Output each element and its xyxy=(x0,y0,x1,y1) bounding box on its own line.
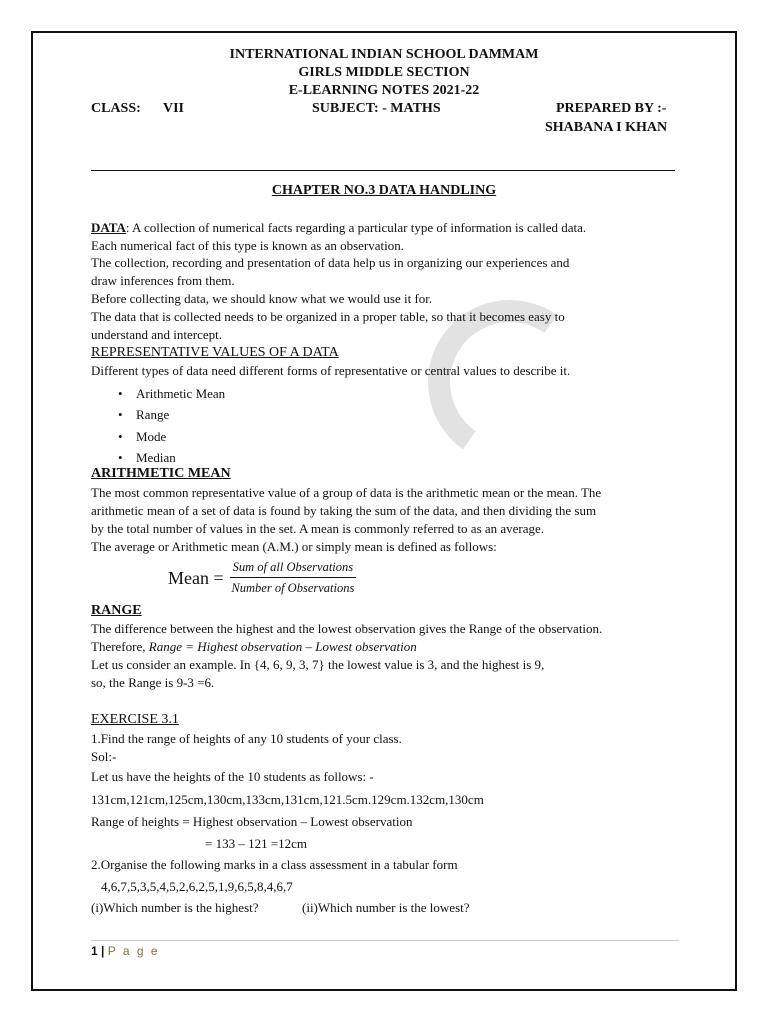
list-item: • Range xyxy=(118,404,225,425)
range-formula-line xyxy=(91,638,417,656)
exercise-line: = 133 – 121 =12cm xyxy=(205,836,308,851)
mean-line: by the total number of values in the set. A mean is commonly referred to as an average. xyxy=(91,521,545,536)
list-item: • Mode xyxy=(118,426,225,447)
mean-line: The average or Arithmetic mean (A.M.) or simply mean is defined as follows: xyxy=(91,539,497,554)
list-item: • Median xyxy=(118,447,225,468)
data-line: The collection, recording and presentation of data help us in organizing our experiences and xyxy=(91,255,570,270)
exercise-heading: EXERCISE 3.1 xyxy=(91,712,179,727)
solution-label: Sol:- xyxy=(91,749,117,764)
exercise-question: 1.Find the range of heights of any 10 students of your class. xyxy=(91,731,402,746)
page-footer xyxy=(91,944,160,958)
data-line: : A collection of numerical facts regarding a particular type of information is called data. xyxy=(125,220,587,235)
representative-heading: REPRESENTATIVE VALUES OF A DATA xyxy=(91,345,339,360)
range-formula: Range = Highest observation – Lowest observation xyxy=(148,639,417,654)
exercise-line: 131cm,121cm,125cm,130cm,133cm,131cm,121.5cm.129cm.132cm,130cm xyxy=(91,792,484,807)
page-word: P a g e xyxy=(107,944,160,958)
mean-heading: ARITHMETIC MEAN xyxy=(91,466,231,481)
data-line: Before collecting data, we should know what we would use it for. xyxy=(91,291,433,306)
range-line: so, the Range is 9-3 =6. xyxy=(91,675,215,690)
data-line: The data that is collected needs to be organized in a proper table, so that it becomes easy to xyxy=(91,309,565,324)
exercise-line: Range of heights = Highest observation – Lowest observation xyxy=(91,814,413,829)
page-number: 1 xyxy=(91,944,98,958)
formula-numerator: Sum of all Observations xyxy=(230,560,356,578)
range-heading: RANGE xyxy=(91,603,142,618)
range-prefix: Therefore, xyxy=(91,639,149,654)
representative-list xyxy=(118,383,225,468)
class-label: CLASS: xyxy=(91,101,141,116)
mean-line: arithmetic mean of a set of data is found by taking the sum of the data, and then dividing the sum xyxy=(91,503,597,518)
representative-intro: Different types of data need different forms of representative or central values to describe it. xyxy=(91,363,571,378)
footer-divider xyxy=(91,940,679,941)
data-line: Each numerical fact of this type is known as an observation. xyxy=(91,237,404,253)
formula-lhs: Mean = xyxy=(168,567,224,588)
mean-formula xyxy=(168,560,356,596)
exercise-question: 2.Organise the following marks in a class assessment in a tabular form xyxy=(91,857,458,872)
data-term: DATA xyxy=(91,220,126,235)
prepared-label: PREPARED BY :- xyxy=(556,101,667,116)
subject: SUBJECT: - MATHS xyxy=(312,101,441,116)
page-separator: | xyxy=(101,944,105,958)
exercise-line: Let us have the heights of the 10 students as follows: - xyxy=(91,769,374,784)
section-name: GIRLS MIDDLE SECTION xyxy=(298,65,470,80)
range-line: Let us consider an example. In {4, 6, 9, 3, 7} the lowest value is 3, and the highest is 9, xyxy=(91,657,545,672)
formula-fraction xyxy=(230,560,356,596)
exercise-subquestion: (ii)Which number is the lowest? xyxy=(302,900,470,915)
formula-denominator: Number of Observations xyxy=(231,581,355,595)
class-value: VII xyxy=(163,101,185,116)
exercise-subquestion: (i)Which number is the highest? xyxy=(91,900,259,915)
mean-line: The most common representative value of a group of data is the arithmetic mean or the mean. The xyxy=(91,485,602,500)
school-name: INTERNATIONAL INDIAN SCHOOL DAMMAM xyxy=(229,47,539,62)
notes-title: E-LEARNING NOTES 2021-22 xyxy=(288,83,480,98)
data-line: understand and intercept. xyxy=(91,326,223,342)
list-item: • Arithmetic Mean xyxy=(118,383,225,404)
data-line: draw inferences from them. xyxy=(91,272,235,288)
prepared-name: SHABANA I KHAN xyxy=(545,120,668,135)
header-divider xyxy=(91,170,675,171)
range-line: The difference between the highest and the lowest observation gives the Range of the observation. xyxy=(91,621,603,636)
data-definition xyxy=(91,219,586,237)
marks-list: 4,6,7,5,3,5,4,5,2,6,2,5,1,9,6,5,8,4,6,7 xyxy=(101,879,293,894)
chapter-title: CHAPTER NO.3 DATA HANDLING xyxy=(271,183,497,198)
